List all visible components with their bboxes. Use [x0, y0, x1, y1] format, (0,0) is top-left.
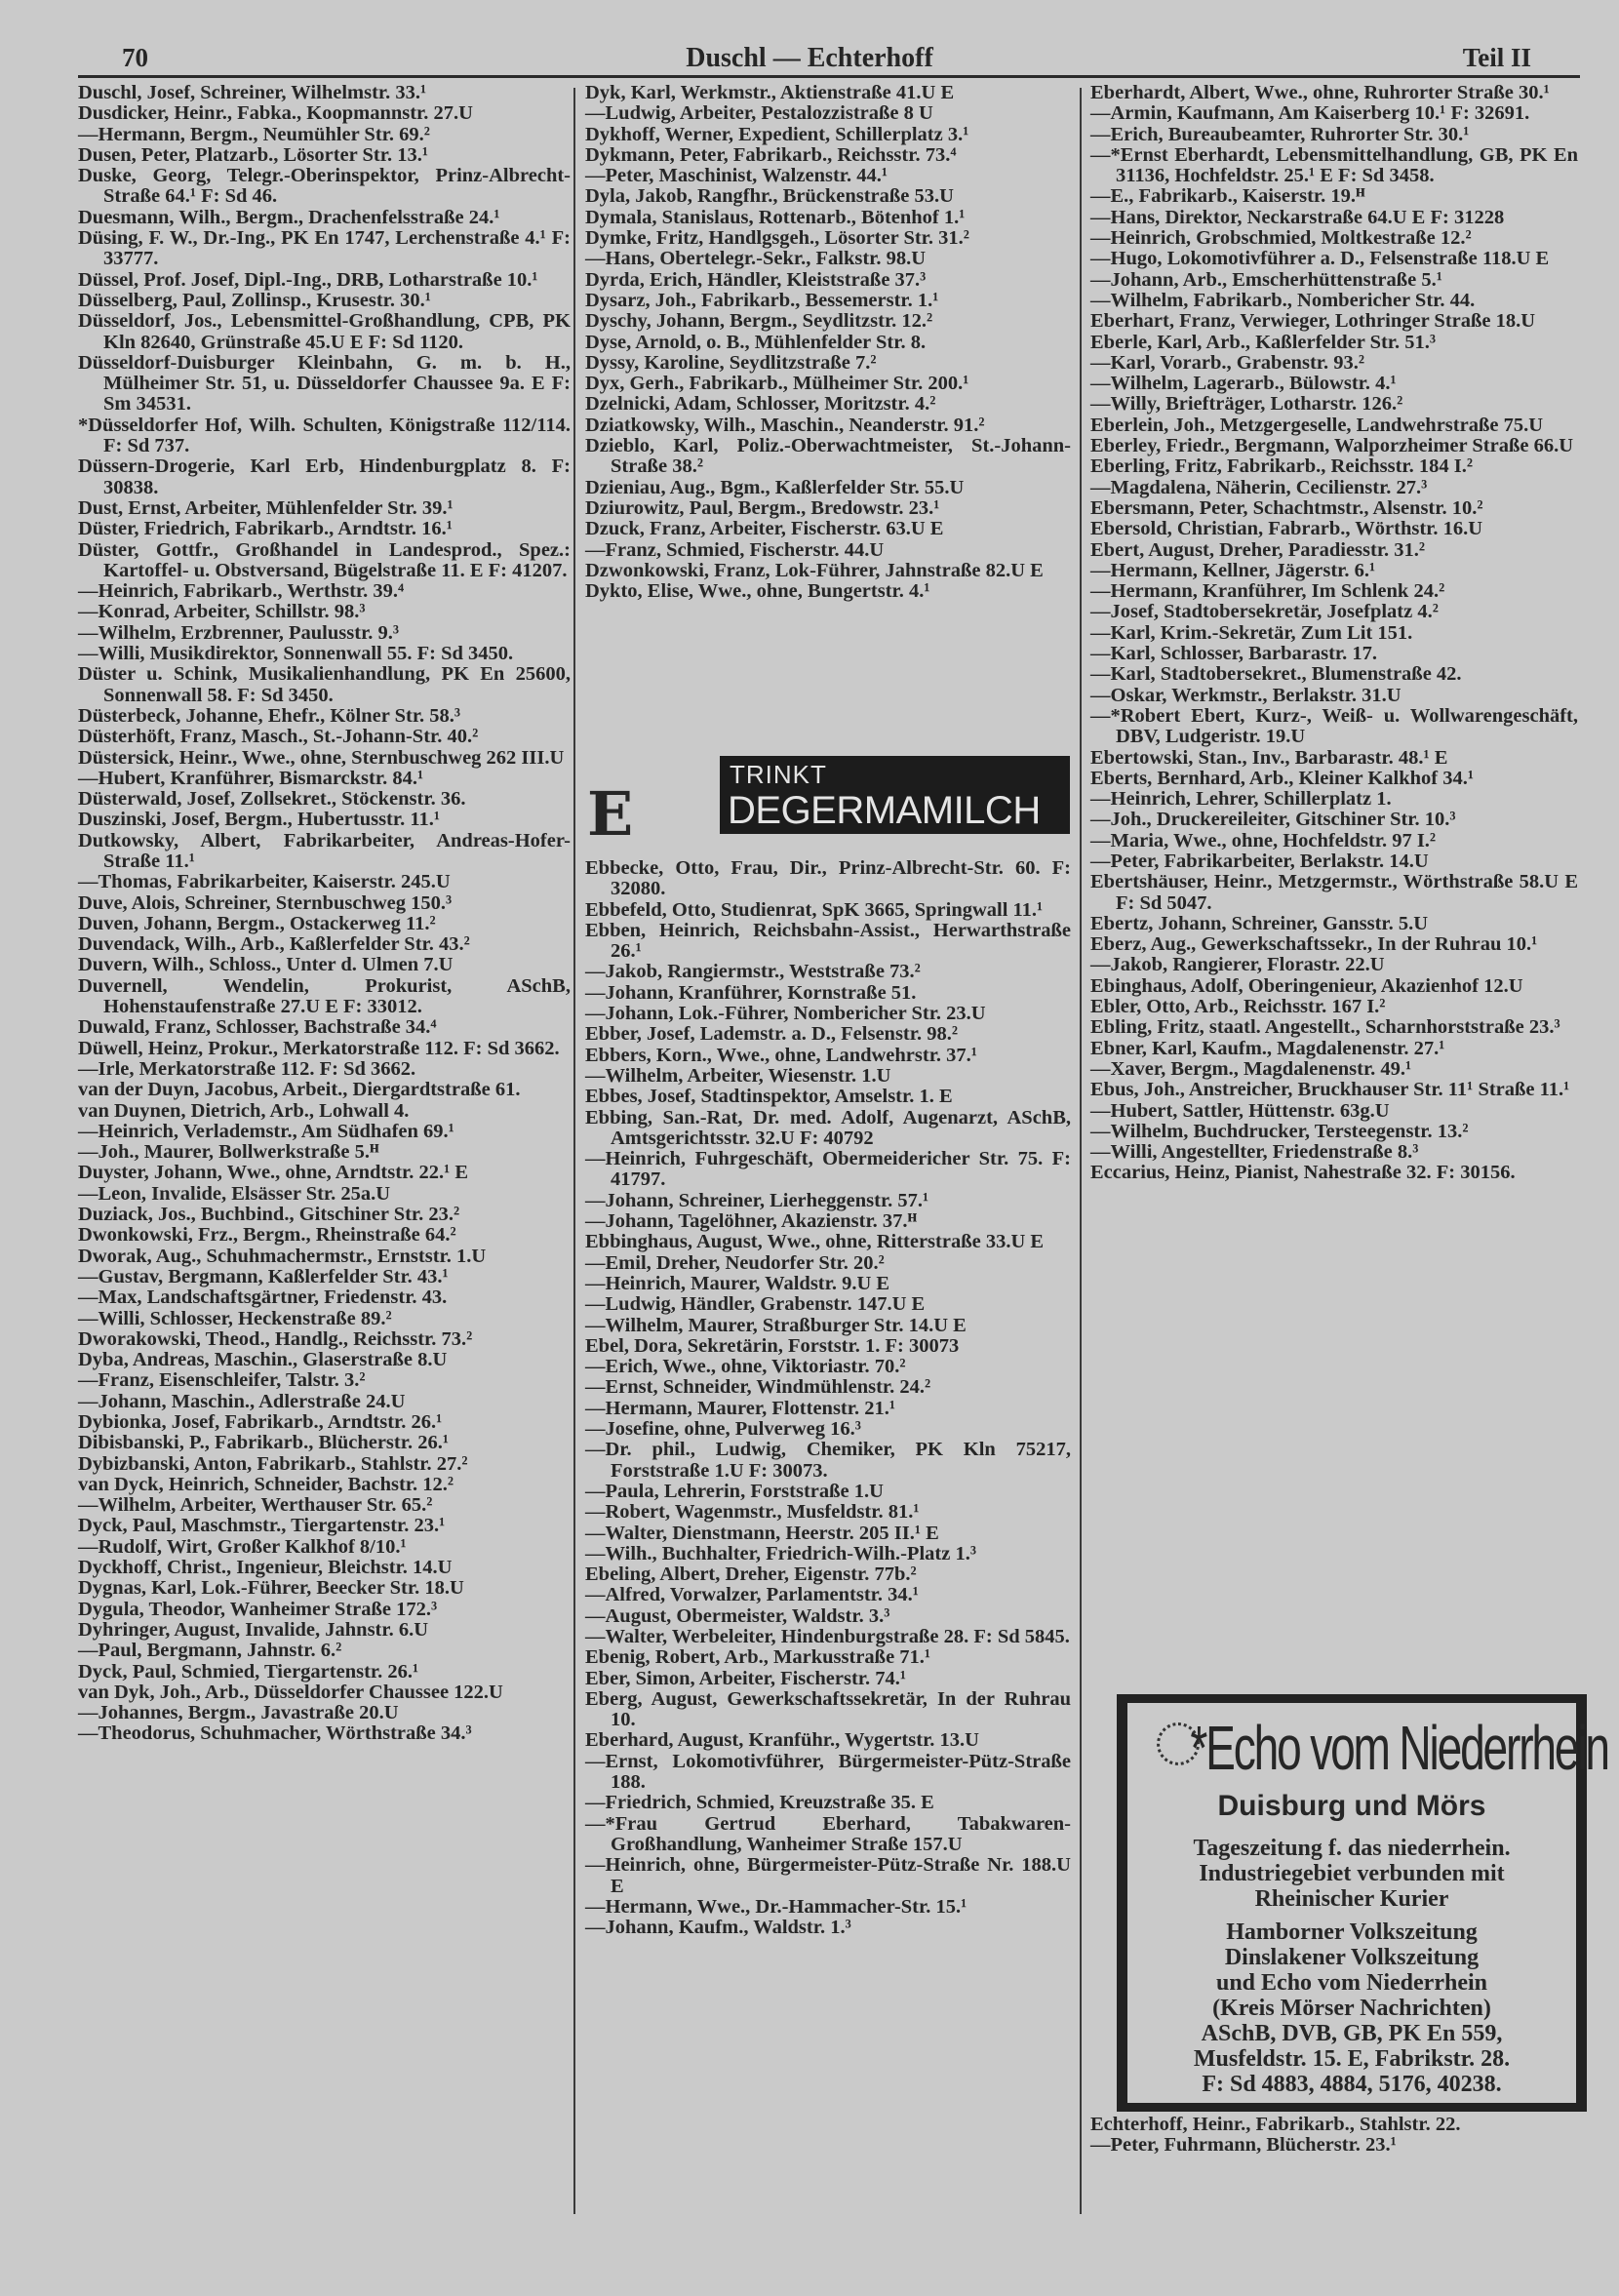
echo-ad-line: ASchB, DVB, GB, PK En 559, [1201, 2021, 1503, 2046]
directory-entry: —Karl, Stadtobersekret., Blumenstraße 42. [1090, 663, 1462, 686]
directory-entry: Duschl, Josef, Schreiner, Wilhelmstr. 33.¹ [78, 82, 427, 103]
directory-entry: —Maria, Wwe., ohne, Hochfeldstr. 97 I.² [1090, 829, 1437, 851]
directory-entry: —Wilhelm, Fabrikarb., Nombericher Str. 44. [1090, 289, 1476, 311]
directory-entry: Ebertz, Johann, Schreiner, Gansstr. 5.U [1090, 912, 1429, 934]
directory-entry: Dyse, Arnold, o. B., Mühlenfelder Str. 8. [585, 331, 927, 353]
directory-entry: Dybionka, Josef, Fabrikarb., Arndtstr. 26.¹ [78, 1411, 443, 1433]
directory-entry: —Theodorus, Schuhmacher, Wörthstraße 34.³ [78, 1722, 472, 1745]
directory-entry: van der Duyn, Jacobus, Arbeit., Diergardtstraße 61. [78, 1079, 521, 1101]
directory-entry: Dworakowski, Theod., Handlg., Reichsstr. 73.² [78, 1327, 473, 1350]
directory-entry: Dygnas, Karl, Lok.-Führer, Beecker Str. 18.U [78, 1577, 464, 1600]
directory-entry: Duven, Johann, Bergm., Ostackerweg 11.² [78, 912, 436, 934]
directory-entry: Düsterwald, Josef, Zollsekret., Stöckenstr. 36. [78, 788, 466, 811]
directory-entry: Dyla, Jakob, Rangfhr., Brückenstraße 53.U [585, 185, 954, 208]
milk-ad-line1: TRINKT [730, 760, 827, 789]
directory-entry: Duesmann, Wilh., Bergm., Drachenfelsstraße 24.¹ [78, 206, 500, 228]
header-rule [78, 75, 1580, 78]
directory-entry: —Alfred, Vorwalzer, Parlamentstr. 34.¹ [585, 1584, 919, 1606]
directory-entry: Dzieniau, Aug., Bgm., Kaßlerfelder Str. 55.U [585, 476, 965, 498]
directory-entry: —Ludwig, Händler, Grabenstr. 147.U E [585, 1293, 926, 1316]
directory-entry: Dzelnicki, Adam, Schlosser, Moritzstr. 4.² [585, 393, 936, 416]
directory-entry: —Oskar, Werkmstr., Berlakstr. 31.U [1090, 684, 1402, 706]
directory-entry: —Erich, Wwe., ohne, Viktoriastr. 70.² [585, 1356, 906, 1378]
directory-entry: Eberhart, Franz, Verwieger, Lothringer Straße 18.U [1090, 310, 1536, 333]
directory-entry: —Hermann, Maurer, Flottenstr. 21.¹ [585, 1397, 895, 1419]
directory-entry: Eberhardt, Albert, Wwe., ohne, Ruhrorter Straße 30.¹ [1090, 82, 1550, 103]
directory-entry: —Heinrich, Lehrer, Schillerplatz 1. [1090, 788, 1392, 811]
directory-entry: —Joh., Maurer, Bollwerkstraße 5.ᴴ [78, 1141, 379, 1164]
echo-ad-title: *Echo vom Niederrhein [1190, 1713, 1608, 1783]
directory-entry: —Gustav, Bergmann, Kaßlerfelder Str. 43.¹ [78, 1265, 449, 1287]
directory-entry: —Hans, Direktor, Neckarstraße 64.U E F: 31228 [1090, 206, 1505, 228]
directory-entry: —Leon, Invalide, Elsässer Str. 25a.U [78, 1182, 391, 1205]
directory-entry: —Heinrich, Fuhrgeschäft, Obermeidericher Str. 75. F: 41797. [585, 1148, 1071, 1191]
directory-entry: Düsing, F. W., Dr.-Ing., PK En 1747, Lerchenstraße 4.¹ F: 33777. [78, 227, 571, 270]
directory-entry: Dymala, Stanislaus, Rottenarb., Bötenhof 1.¹ [585, 206, 966, 228]
echo-vom-niederrhein-advertisement [1117, 1694, 1608, 2112]
directory-entry: Dworak, Aug., Schuhmachermstr., Ernststr. 1.U [78, 1245, 487, 1267]
part-label: Teil II [1462, 43, 1531, 72]
echo-ad-line: Musfeldstr. 15. E, Fabrikstr. 28. [1193, 2046, 1511, 2072]
directory-entry: —*Ernst Eberhardt, Lebensmittelhandlung, GB, PK En 31136, Hochfeldstr. 25.¹ E F: Sd 3458. [1090, 143, 1578, 187]
directory-entry: —Wilhelm, Arbeiter, Werthauser Str. 65.² [78, 1494, 433, 1517]
directory-entry: —Franz, Schmied, Fischerstr. 44.U [585, 538, 885, 561]
directory-entry: —Johannes, Bergm., Javastraße 20.U [78, 1702, 399, 1724]
directory-entry: —Wilhelm, Erzbrenner, Paulusstr. 9.³ [78, 621, 400, 644]
directory-entry: Düssel, Prof. Josef, Dipl.-Ing., DRB, Lotharstraße 10.¹ [78, 268, 538, 291]
degermamilch-advertisement [720, 756, 1070, 834]
directory-entry: Dyk, Karl, Werkmstr., Aktienstraße 41.U E [585, 82, 955, 103]
directory-entry: —Karl, Schlosser, Barbarastr. 17. [1090, 643, 1378, 665]
directory-entry: van Dyck, Heinrich, Schneider, Bachstr. 12.² [78, 1473, 454, 1495]
directory-entry: Dziatkowsky, Wilh., Maschin., Neanderstr. 91.² [585, 414, 985, 436]
directory-entry: Eberling, Fritz, Fabrikarb., Reichsstr. 184 I.² [1090, 455, 1474, 478]
directory-entry: Eberts, Bernhard, Arb., Kleiner Kalkhof 34.¹ [1090, 767, 1475, 789]
directory-entry: Düstersick, Heinr., Wwe., ohne, Sternbuschweg 262 III.U [78, 746, 565, 769]
directory-entry: —Wilhelm, Lagerarb., Bülowstr. 4.¹ [1090, 373, 1397, 395]
directory-entry: Eberle, Karl, Arb., Kaßlerfelder Str. 51.³ [1090, 331, 1437, 353]
directory-entry: —Ernst, Schneider, Windmühlenstr. 24.² [585, 1376, 931, 1399]
directory-entry: —Johann, Schreiner, Lierheggenstr. 57.¹ [585, 1189, 929, 1211]
echo-ad-line: (Kreis Mörser Nachrichten) [1212, 1996, 1491, 2021]
directory-entry: Ebersold, Christian, Fabrarb., Wörthstr. 16.U [1090, 518, 1483, 540]
column-3 [1090, 83, 1578, 1184]
directory-entry: Dziurowitz, Paul, Bergm., Bredowstr. 23.¹ [585, 496, 940, 519]
directory-entry: Ebus, Joh., Anstreicher, Bruckhauser Str. 11¹ Straße 11.¹ [1090, 1079, 1570, 1101]
echo-ad-line: F: Sd 4883, 4884, 5176, 40238. [1202, 2072, 1502, 2097]
directory-entry: —Hubert, Sattler, Hüttenstr. 63g.U [1090, 1099, 1390, 1122]
column-divider [1080, 88, 1082, 2214]
directory-entry: Düsseldorf-Duisburger Kleinbahn, G. m. b. H., Mülheimer Str. 51, u. Düsseldorfer Chaussee 9a. E F: Sm 34531. [78, 351, 571, 416]
directory-entry: Duziack, Jos., Buchbind., Gitschiner Str. 23.² [78, 1204, 460, 1226]
directory-entry: —Josef, Stadtobersekretär, Josefplatz 4.² [1090, 601, 1439, 623]
directory-entry: —Thomas, Fabrikarbeiter, Kaiserstr. 245.U [78, 871, 451, 893]
directory-entry: Duvern, Wilh., Schloss., Unter d. Ulmen 7.U [78, 954, 454, 976]
directory-entry: —Willi, Schlosser, Heckenstraße 89.² [78, 1307, 392, 1329]
directory-entry: Ebertshäuser, Heinr., Metzgermstr., Wörthstraße 58.U E F: Sd 5047. [1090, 871, 1578, 914]
directory-entry: —Johann, Lok.-Führer, Nombericher Str. 23.U [585, 1003, 986, 1025]
directory-entry: —E., Fabrikarb., Kaiserstr. 19.ᴴ [1090, 185, 1365, 208]
echo-ad-line: Rheinischer Kurier [1254, 1886, 1449, 1912]
directory-entry: —Magdalena, Näherin, Cecilienstr. 27.³ [1090, 476, 1428, 498]
directory-entry: Duyster, Johann, Wwe., ohne, Arndtstr. 22.¹ E [78, 1162, 469, 1184]
directory-entry: Dyck, Paul, Maschmstr., Tiergartenstr. 23.¹ [78, 1515, 446, 1537]
directory-entry: Dyx, Gerh., Fabrikarb., Mülheimer Str. 200.¹ [585, 373, 969, 395]
spacer [1127, 1912, 1576, 1920]
directory-entry: —*Robert Ebert, Kurz-, Weiß- u. Wollwarengeschäft, DBV, Ludgeristr. 19.U [1090, 704, 1578, 748]
directory-entry: Düsterbeck, Johanne, Ehefr., Kölner Str. 58.³ [78, 704, 461, 727]
directory-entry: —Konrad, Arbeiter, Schillstr. 98.³ [78, 601, 366, 623]
directory-entry: Düster u. Schink, Musikalienhandlung, PK En 25600, Sonnenwall 58. F: Sd 3450. [78, 663, 571, 706]
directory-entry: Dyrda, Erich, Händler, Kleiststraße 37.³ [585, 268, 927, 291]
directory-entry: —Walter, Werbeleiter, Hindenburgstraße 28. F: Sd 5845. [585, 1625, 1070, 1647]
column-2-top [585, 83, 1071, 602]
directory-entry: —Ernst, Lokomotivführer, Bürgermeister-Pütz-Straße 188. [585, 1750, 1071, 1794]
directory-entry: Dymke, Fritz, Handlgsgeh., Lösorter Str. 31.² [585, 227, 969, 250]
directory-entry: —Wilhelm, Arbeiter, Wiesenstr. 1.U [585, 1064, 891, 1087]
directory-entry: —Heinrich, Verlademstr., Am Südhafen 69.¹ [78, 1120, 454, 1142]
directory-entry: Dykhoff, Werner, Expedient, Schillerplatz 3.¹ [585, 123, 969, 145]
directory-entry: —Johann, Kranführer, Kornstraße 51. [585, 981, 917, 1004]
column-2-bottom [585, 858, 1071, 1938]
directory-entry: —Hugo, Lokomotivführer a. D., Felsenstraße 118.U E [1090, 248, 1550, 270]
directory-entry: —Heinrich, Maurer, Waldstr. 9.U E [585, 1272, 890, 1294]
directory-entry: Dygula, Theodor, Wanheimer Straße 172.³ [78, 1598, 438, 1620]
directory-entry: Eccarius, Heinz, Pianist, Nahestraße 32. F: 30156. [1090, 1162, 1516, 1184]
column-3-bottom [1090, 2115, 1578, 2157]
page-number: 70 [122, 43, 148, 72]
directory-entry: —Johann, Tagelöhner, Akazienstr. 37.ᴴ [585, 1210, 918, 1233]
directory-entry: Düsselberg, Paul, Zollinsp., Krusestr. 30.¹ [78, 289, 431, 311]
directory-entry: —Erich, Bureaubeamter, Ruhrorter Str. 30.¹ [1090, 123, 1470, 145]
directory-entry: —Jakob, Rangierer, Florastr. 22.U [1090, 954, 1385, 976]
directory-entry: Eberley, Friedr., Bergmann, Walporzheimer Straße 66.U [1090, 435, 1573, 457]
directory-entry: —Wilhelm, Maurer, Straßburger Str. 14.U E [585, 1314, 967, 1336]
directory-entry: —Irle, Merkatorstraße 112. F: Sd 3662. [78, 1057, 416, 1080]
running-head: Duschl — Echterhoff [686, 43, 933, 73]
directory-entry: Dyssy, Karoline, Seydlitzstraße 7.² [585, 351, 877, 374]
directory-entry: —Emil, Dreher, Neudorfer Str. 20.² [585, 1251, 885, 1274]
directory-entry: —Paul, Bergmann, Jahnstr. 6.² [78, 1640, 342, 1662]
directory-entry: —Paula, Lehrerin, Forststraße 1.U [585, 1480, 884, 1502]
directory-entry: —Peter, Maschinist, Walzenstr. 44.¹ [585, 165, 888, 187]
directory-entry: Ebber, Josef, Lademstr. a. D., Felsenstr. 98.² [585, 1023, 958, 1046]
directory-entry: Ebenig, Robert, Arb., Markusstraße 71.¹ [585, 1646, 931, 1669]
directory-entry: —Friedrich, Schmied, Kreuzstraße 35. E [585, 1792, 934, 1814]
directory-entry: —Wilh., Buchhalter, Friedrich-Wilh.-Platz 1.³ [585, 1542, 976, 1564]
directory-entry: —Rudolf, Wirt, Großer Kalkhof 8/10.¹ [78, 1535, 407, 1558]
directory-entry: Ebbes, Josef, Stadtinspektor, Amselstr. 1. E [585, 1086, 953, 1108]
directory-entry: —Hans, Obertelegr.-Sekr., Falkstr. 98.U [585, 248, 927, 270]
directory-entry: Düsseldorf, Jos., Lebensmittel-Großhandlung, CPB, PK Kln 82640, Grünstraße 45.U E F: Sd 1120. [78, 310, 571, 353]
directory-entry: Echterhoff, Heinr., Fabrikarb., Stahlstr. 22. [1090, 2114, 1461, 2135]
directory-entry: Ebeling, Albert, Dreher, Eigenstr. 77b.² [585, 1564, 917, 1586]
echo-ad-line: Industriegebiet verbunden mit [1199, 1861, 1505, 1886]
directory-entry: Dzieblo, Karl, Poliz.-Oberwachtmeister, St.-Johann-Straße 38.² [585, 435, 1071, 478]
directory-entry: Dyck, Paul, Schmied, Tiergartenstr. 26.¹ [78, 1660, 419, 1682]
directory-entry: —August, Obermeister, Waldstr. 3.³ [585, 1604, 890, 1627]
directory-entry: —Armin, Kaufmann, Am Kaiserberg 10.¹ F: 32691. [1090, 102, 1530, 125]
directory-entry: Dyckhoff, Christ., Ingenieur, Bleichstr. 14.U [78, 1557, 453, 1579]
directory-entry: Ebbefeld, Otto, Studienrat, SpK 3665, Springwall 11.¹ [585, 898, 1044, 921]
directory-entry: Ebner, Karl, Kaufm., Magdalenenstr. 27.¹ [1090, 1037, 1445, 1059]
directory-entry: Dzuck, Franz, Arbeiter, Fischerstr. 63.U E [585, 518, 944, 540]
directory-entry: Ebbers, Korn., Wwe., ohne, Landwehrstr. 37.¹ [585, 1044, 977, 1066]
directory-entry: Dutkowsky, Albert, Fabrikarbeiter, Andreas-Hofer-Straße 11.¹ [78, 829, 571, 872]
directory-entry: Dust, Ernst, Arbeiter, Mühlenfelder Str. 39.¹ [78, 496, 454, 519]
directory-entry: —Peter, Fuhrmann, Blücherstr. 23.¹ [1090, 2134, 1397, 2157]
directory-entry: Ebertowski, Stan., Inv., Barbarastr. 48.¹ E [1090, 746, 1448, 769]
directory-entry: —*Frau Gertrud Eberhard, Tabakwaren-Großhandlung, Wanheimer Straße 157.U [585, 1812, 1071, 1855]
directory-entry: Dyschy, Johann, Bergm., Seydlitzstr. 12.² [585, 310, 933, 333]
echo-ad-line: Dinslakener Volkszeitung [1224, 1945, 1480, 1970]
directory-entry: —Josefine, ohne, Pulverweg 16.³ [585, 1418, 861, 1441]
directory-entry: —Hermann, Kranführer, Im Schlenk 24.² [1090, 580, 1445, 603]
section-letter: E [587, 778, 634, 850]
milk-ad-line2: DEGERMAMILCH [728, 789, 1041, 832]
directory-entry: Duszinski, Josef, Bergm., Hubertusstr. 11.¹ [78, 809, 440, 831]
directory-entry: Ebert, August, Dreher, Paradiesstr. 31.² [1090, 538, 1426, 561]
directory-entry: —Johann, Kaufm., Waldstr. 1.³ [585, 1917, 851, 1939]
directory-entry: Eberz, Aug., Gewerkschaftssekr., In der Ruhrau 10.¹ [1090, 933, 1538, 956]
directory-entry: —Max, Landschaftsgärtner, Friedenstr. 43. [78, 1287, 448, 1309]
directory-entry: Duwald, Franz, Schlosser, Bachstraße 34.⁴ [78, 1016, 437, 1039]
directory-entry: Ebinghaus, Adolf, Oberingenieur, Akazienhof 12.U [1090, 974, 1523, 997]
directory-entry: Düwell, Heinz, Prokur., Merkatorstraße 112. F: Sd 3662. [78, 1037, 560, 1059]
directory-entry: —Ludwig, Arbeiter, Pestalozzistraße 8 U [585, 102, 933, 125]
directory-entry: Düster, Friedrich, Fabrikarb., Arndtstr. 16.¹ [78, 518, 453, 540]
directory-entry: Ebben, Heinrich, Reichsbahn-Assist., Herwarthstraße 26.¹ [585, 919, 1071, 963]
directory-entry: Dykmann, Peter, Fabrikarb., Reichsstr. 73.⁴ [585, 143, 957, 166]
directory-entry: Dyba, Andreas, Maschin., Glaserstraße 8.U [78, 1349, 448, 1371]
directory-entry: Dybizbanski, Anton, Fabrikarb., Stahlstr. 27.² [78, 1452, 468, 1475]
directory-entry: Duvernell, Wendelin, Prokurist, ASchB, Hohenstaufenstraße 27.U E F: 33012. [78, 974, 571, 1018]
directory-entry: Eberg, August, Gewerkschaftssekretär, In der Ruhrau 10. [585, 1687, 1071, 1731]
echo-ad-line: Tageszeitung f. das niederrhein. [1193, 1836, 1511, 1861]
directory-entry: —Willy, Briefträger, Lotharstr. 126.² [1090, 393, 1403, 416]
directory-entry: Ebbing, San.-Rat, Dr. med. Adolf, Augenarzt, ASchB, Amtsgerichtsstr. 32.U F: 40792 [585, 1106, 1071, 1149]
directory-entry: —Karl, Vorarb., Grabenstr. 93.² [1090, 351, 1365, 374]
directory-entry: —Heinrich, ohne, Bürgermeister-Pütz-Straße Nr. 188.U E [585, 1854, 1071, 1897]
directory-entry: —Hermann, Bergm., Neumühler Str. 69.² [78, 123, 430, 145]
directory-entry: Duve, Alois, Schreiner, Sternbuschweg 150.³ [78, 891, 453, 914]
directory-entry: —Hermann, Kellner, Jägerstr. 6.¹ [1090, 559, 1376, 581]
directory-entry: van Dyk, Joh., Arb., Düsseldorfer Chaussee 122.U [78, 1681, 503, 1703]
directory-entry: Dyhringer, August, Invalide, Jahnstr. 6.U [78, 1618, 429, 1641]
directory-entry: Dusdicker, Heinr., Fabka., Koopmannstr. 27.U [78, 102, 473, 125]
directory-entry: Duvendack, Wilh., Arb., Kaßlerfelder Str. 43.² [78, 933, 470, 956]
directory-entry: Dzwonkowski, Franz, Lok-Führer, Jahnstraße 82.U E [585, 559, 1044, 581]
directory-entry: —Xaver, Bergm., Magdalenenstr. 49.¹ [1090, 1057, 1412, 1080]
directory-entry: Ebel, Dora, Sekretärin, Forststr. 1. F: 30073 [585, 1334, 960, 1357]
directory-entry: Eberhard, August, Kranführ., Wygertstr. 13.U [585, 1729, 979, 1752]
directory-entry: —Hermann, Wwe., Dr.-Hammacher-Str. 15.¹ [585, 1895, 967, 1918]
directory-entry: Dykto, Elise, Wwe., ohne, Bungertstr. 4.¹ [585, 580, 930, 603]
directory-entry: Eberlein, Joh., Metzgergeselle, Landwehrstraße 75.U [1090, 414, 1544, 436]
directory-entry: —Jakob, Rangiermstr., Weststraße 73.² [585, 961, 921, 983]
directory-entry: Ebbinghaus, August, Wwe., ohne, Ritterstraße 33.U E [585, 1231, 1045, 1253]
echo-ad-body [1127, 1836, 1576, 2097]
directory-entry: —Hubert, Kranführer, Bismarckstr. 84.¹ [78, 767, 424, 789]
echo-ad-line: Hamborner Volkszeitung [1226, 1920, 1478, 1945]
directory-entry: Düster, Gottfr., Großhandel in Landesprod., Spez.: Kartoffel- u. Obstversand, Bügelstraße 11. E F: 41207. [78, 538, 571, 581]
directory-entry: —Peter, Fabrikarbeiter, Berlakstr. 14.U [1090, 850, 1429, 872]
echo-ad-subtitle: Duisburg und Mörs [1217, 1790, 1486, 1822]
directory-entry: *Düsseldorfer Hof, Wilh. Schulten, Königstraße 112/114. F: Sd 737. [78, 414, 571, 457]
column-1 [78, 83, 571, 1745]
directory-entry: Eber, Simon, Arbeiter, Fischerstr. 74.¹ [585, 1667, 907, 1689]
directory-entry: —Wilhelm, Buchdrucker, Tersteegenstr. 13.² [1090, 1120, 1469, 1142]
directory-entry: Dysarz, Joh., Fabrikarb., Bessemerstr. 1.¹ [585, 289, 939, 311]
directory-entry: —Johann, Maschin., Adlerstraße 24.U [78, 1390, 406, 1412]
column-divider [573, 88, 575, 2214]
directory-entry: Düsterhöft, Franz, Masch., St.-Johann-Str. 40.² [78, 726, 479, 748]
directory-entry: —Johann, Arb., Emscherhüttenstraße 5.¹ [1090, 268, 1442, 291]
directory-entry: —Joh., Druckereileiter, Gitschiner Str. 10.³ [1090, 809, 1456, 831]
directory-entry: van Duynen, Dietrich, Arb., Lohwall 4. [78, 1099, 410, 1122]
directory-entry: Duske, Georg, Telegr.-Oberinspektor, Prinz-Albrecht-Straße 64.¹ F: Sd 46. [78, 165, 571, 208]
echo-ad-line: und Echo vom Niederrhein [1215, 1970, 1487, 1996]
directory-entry: —Heinrich, Grobschmied, Moltkestraße 12.² [1090, 227, 1472, 250]
directory-entry: Ebersmann, Peter, Schachtmstr., Alsenstr. 10.² [1090, 496, 1483, 519]
directory-entry: Dwonkowski, Frz., Bergm., Rheinstraße 64.² [78, 1224, 456, 1247]
directory-entry: Dibisbanski, P., Fabrikarb., Blücherstr. 26.¹ [78, 1432, 449, 1454]
directory-entry: Dusen, Peter, Platzarb., Lösorter Str. 13.¹ [78, 143, 428, 166]
directory-entry: —Dr. phil., Ludwig, Chemiker, PK Kln 75217, Forststraße 1.U F: 30073. [585, 1439, 1071, 1482]
directory-entry: Ebbecke, Otto, Frau, Dir., Prinz-Albrecht-Str. 60. F: 32080. [585, 857, 1071, 900]
directory-entry: Düssern-Drogerie, Karl Erb, Hindenburgplatz 8. F: 30838. [78, 455, 571, 498]
directory-entry: —Franz, Eisenschleifer, Talstr. 3.² [78, 1369, 366, 1392]
directory-entry: Ebler, Otto, Arb., Reichsstr. 167 I.² [1090, 996, 1386, 1018]
directory-entry: —Heinrich, Fabrikarb., Werthstr. 39.⁴ [78, 580, 405, 603]
directory-entry: —Walter, Dienstmann, Heerstr. 205 II.¹ E [585, 1522, 939, 1544]
directory-entry: —Robert, Wagenmstr., Musfeldstr. 81.¹ [585, 1501, 920, 1524]
directory-entry: —Willi, Musikdirektor, Sonnenwall 55. F: Sd 3450. [78, 643, 514, 665]
directory-entry: —Karl, Krim.-Sekretär, Zum Lit 151. [1090, 621, 1413, 644]
directory-entry: Ebling, Fritz, staatl. Angestellt., Scharnhorststraße 23.³ [1090, 1016, 1560, 1039]
directory-entry: —Willi, Angestellter, Friedenstraße 8.³ [1090, 1141, 1419, 1164]
